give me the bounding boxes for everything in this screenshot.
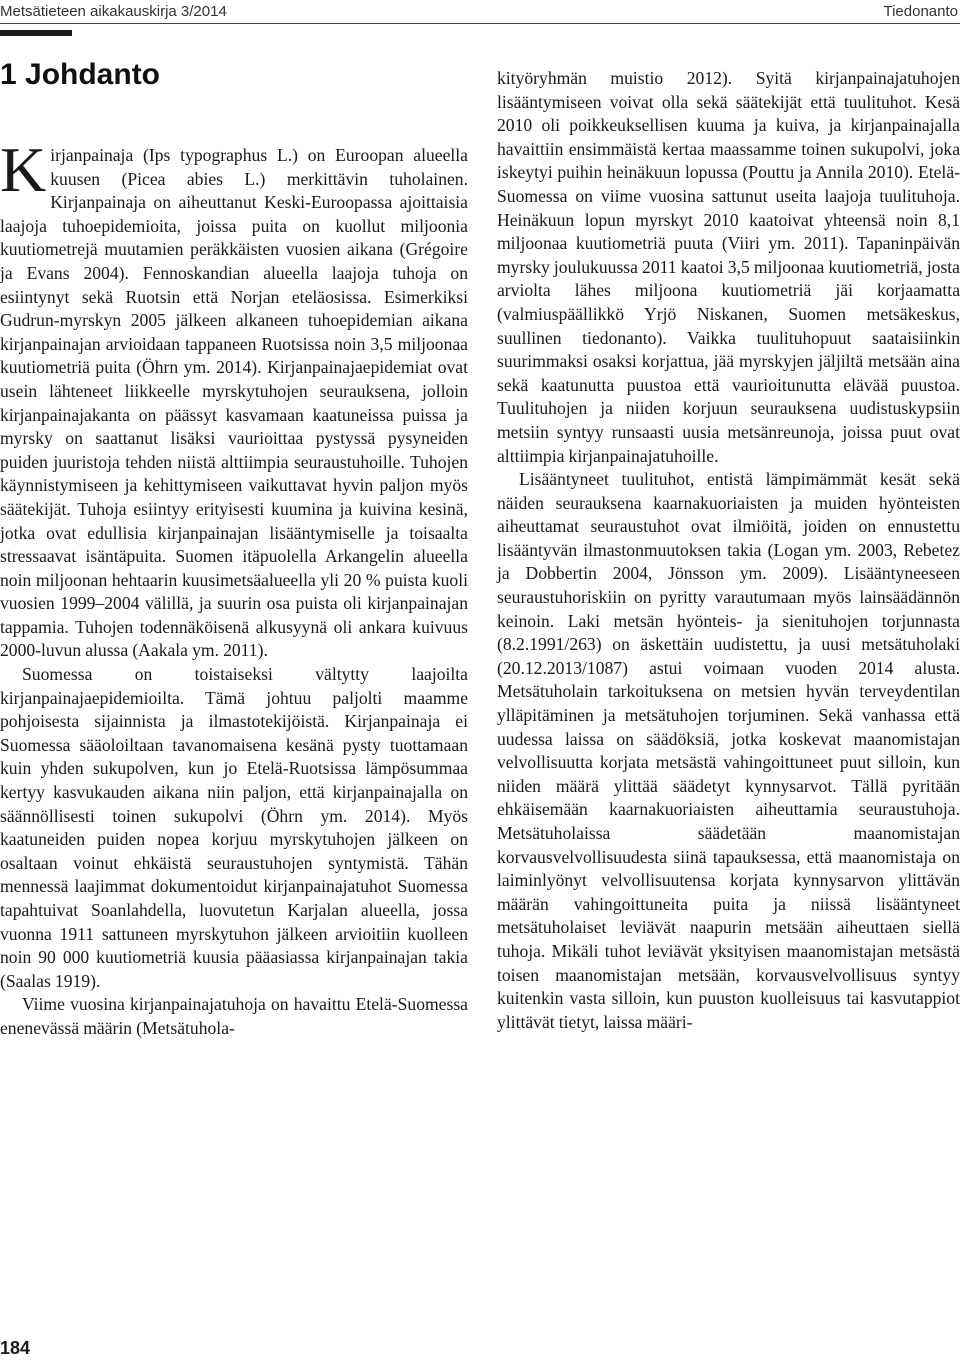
- paragraph-text: irjanpainaja (Ips typographus L.) on Euroopan alueella kuusen (Picea abies L.) merkittävin tuholainen. Kirjanpainaja on aiheuttanut Keski-Euroopassa ajoittaisia laajoja tuhoepidemioita, joissa puita on kuollut miljoonia kuutiometrejä muutamien peräkkäisten vuosien aikana (Grégoire ja Evans 2004). Fennoskandian alueella laajoja tuhoja on esiintynyt sekä Ruotsin että Norjan eteläosissa. Esimerkiksi Gudrun-myrskyn 2005 jälkeen alkaneen tuhoepidemian aikana kirjanpainajan arvioidaan tappaneen Ruotsissa noin 3,5 miljoonaa kuutiometriä puita (Öhrn ym. 2014). Kirjanpainajaepidemiat ovat usein lähteneet liikkeelle myrskytuhojen seurauksena, jolloin kirjanpainajakanta on päässyt kasvamaan kaatuneissa puissa ja myrsky on saattanut lisäksi vaurioittaa pystyssä pysyneiden puiden juuristoja tehden niistä alttiimpia seuraustuhoille. Tuhojen käynnistymiseen ja kehittymiseen vaikuttavat hyvin paljon myös säätekijät. Tuhoja esiintyy erityisesti kuumina ja kuivina kesinä, jotka ovat edullisia kirjanpainajan lisääntymiselle ja toisaalta stressaavat isäntäpuita. Suomen itäpuolella Arkangelin alueella noin miljoonan hehtaarin kuusimetsäalueella yli 20 % puista kuoli vuosien 1999–2004 välillä, ja suurin osa puista oli kirjanpainajan tappamia. Tuhojen todennäköisenä alkusyynä oli ankara kuivuus 2000-luvun alussa (Aakala ym. 2011).: [0, 145, 468, 661]
- paragraph: Viime vuosina kirjanpainajatuhoja on havaittu Etelä-Suomessa enenevässä määrin (Metsätuhola-: [0, 994, 468, 1038]
- paragraph: Suomessa on toistaiseksi vältytty laajoilta kirjanpainajaepidemioilta. Tämä johtuu paljolti maamme pohjoisesta sijainnista ja ilmastotekijöistä. Kirjanpainaja ei Suomessa sääoloiltaan tavanomaisena kesänä pysty tuottamaan kuin yhden sukupolven, kun jo Etelä-Ruotsissa lämpösummaa kertyy kasvukauden aikana niin paljon, että kirjanpainajalla on säännöllisesti toinen sukupolvi (Öhrn ym. 2014). Myös kaatuneiden puiden nopea korjuu myrskytuhojen jälkeen on osaltaan voinut ehkäistä seuraustuhojen syntymistä. Tähän mennessä laajimmat dokumentoidut kirjanpainajatuhot Suomessa tapahtuivat Soanlahdella, luovutetun Karjalan alueella, jossa vuonna 1911 sattuneen myrskytuhon jälkeen arvioitiin kuolleen noin 90 000 kuutiometriä kuusia pääasiassa kirjanpainajan takia (Saalas 1919).: [0, 664, 468, 991]
- paragraph: Lisääntyneet tuulituhot, entistä lämpimämmät kesät sekä näiden seurauksena kaarnakuoriaisten ja muiden hyönteisten aiheuttamat seuraustuhot ovat ilmiöitä, joiden on ennustettu lisääntyvän ilmastonmuutoksen takia (Logan ym. 2003, Rebetez ja Dobbertin 2004, Jönsson ym. 2009). Lisääntyneeseen seuraustuhoriskiin on pyritty varautumaan myös lainsäädännön keinoin. Laki metsän hyönteis- ja sienituhojen torjunnasta (8.2.1991/263) on äskettäin uudistettu, ja uusi metsätuholaki (20.12.2013/1087) astui voimaan vuoden 2014 alusta. Metsätuholain tarkoituksena on metsien hyvän terveydentilan ylläpitäminen ja metsätuhojen torjuminen. Sekä vanhassa että uudessa laissa on säädöksiä, jotka koskevat maanomistajan velvollisuutta korjata metsästä vahingoittuneet puut silloin, kun niiden määrä ylittää säädetyt kynnysarvot. Tällä pyritään ehkäisemään kaarnakuoriaisten aiheuttamia seuraustuhoja. Metsätuholaissa säädetään maanomistajan korvausvelvollisuudesta siinä tapauksessa, että maanomistaja on laiminlyönyt velvollisuutensa korjata kynnysarvon ylittävän määrän vahingoittuneita puita ja niissä lisääntyneet metsätuholaiset leviävät naapurin metsään aiheuttaen siellä tuhoja. Mikäli tuhot leviävät yksityisen maanomistajan metsästä toisen maanomistajan metsään, korvausvelvollisuus syntyy kuitenkin vasta silloin, kun puuston kuolleisuus tai kasvutappiot ylittävät tietyt, laissa määri-: [497, 469, 960, 1032]
- left-column: [0, 134, 468, 1041]
- drop-cap: K: [0, 134, 47, 205]
- right-column: [497, 67, 960, 1034]
- paragraph: kityöryhmän muistio 2012). Syitä kirjanpainajatuhojen lisääntymiseen voivat olla sekä säätekijät että tuulituhot. Kesä 2010 oli poikkeuksellisen kuuma ja kuiva, ja kirjanpainajalla havaittiin ensimmäistä kertaa maassamme toinen sukupolvi, joka iskeytyi puihin heinäkuun lopussa (Pouttu ja Annila 2010). Etelä-Suomessa on viime vuosina sattunut useita laajoja tuulituhoja. Heinäkuun lopun myrskyt 2010 kaatoivat yhteensä noin 8,1 miljoonaa kuutiometriä puuta (Viiri ym. 2011). Tapaninpäivän myrsky joulukuussa 2011 kaatoi 3,5 miljoonaa kuutiometriä, josta arviolta lähes miljoona kuutiometriä jäi korjaamatta (valmiuspäällikkö Yrjö Niskanen, Suomen metsäkeskus, suullinen tiedonanto). Vaikka tuulituhopuut saataisiinkin suurimmaksi osaksi korjattua, jää myrskyjen jäljiltä metsään aina sekä kaatunutta puustoa että vaurioitunutta elävää puustoa. Tuulituhojen ja niiden korjuun seurauksena uudistuskypsiin metsiin syntyy runsaasti uusia metsänreunoja, joissa puut ovat alttiimpia kirjanpainajatuhoille.: [497, 68, 960, 466]
- title-rule: [0, 30, 72, 36]
- section-label: Tiedonanto: [883, 3, 958, 20]
- journal-title: Metsätieteen aikakauskirja 3/2014: [0, 3, 227, 20]
- section-heading: 1 Johdanto: [0, 58, 161, 91]
- running-head: [0, 0, 960, 24]
- page-number: 184: [0, 1338, 31, 1358]
- paragraph: [0, 134, 468, 663]
